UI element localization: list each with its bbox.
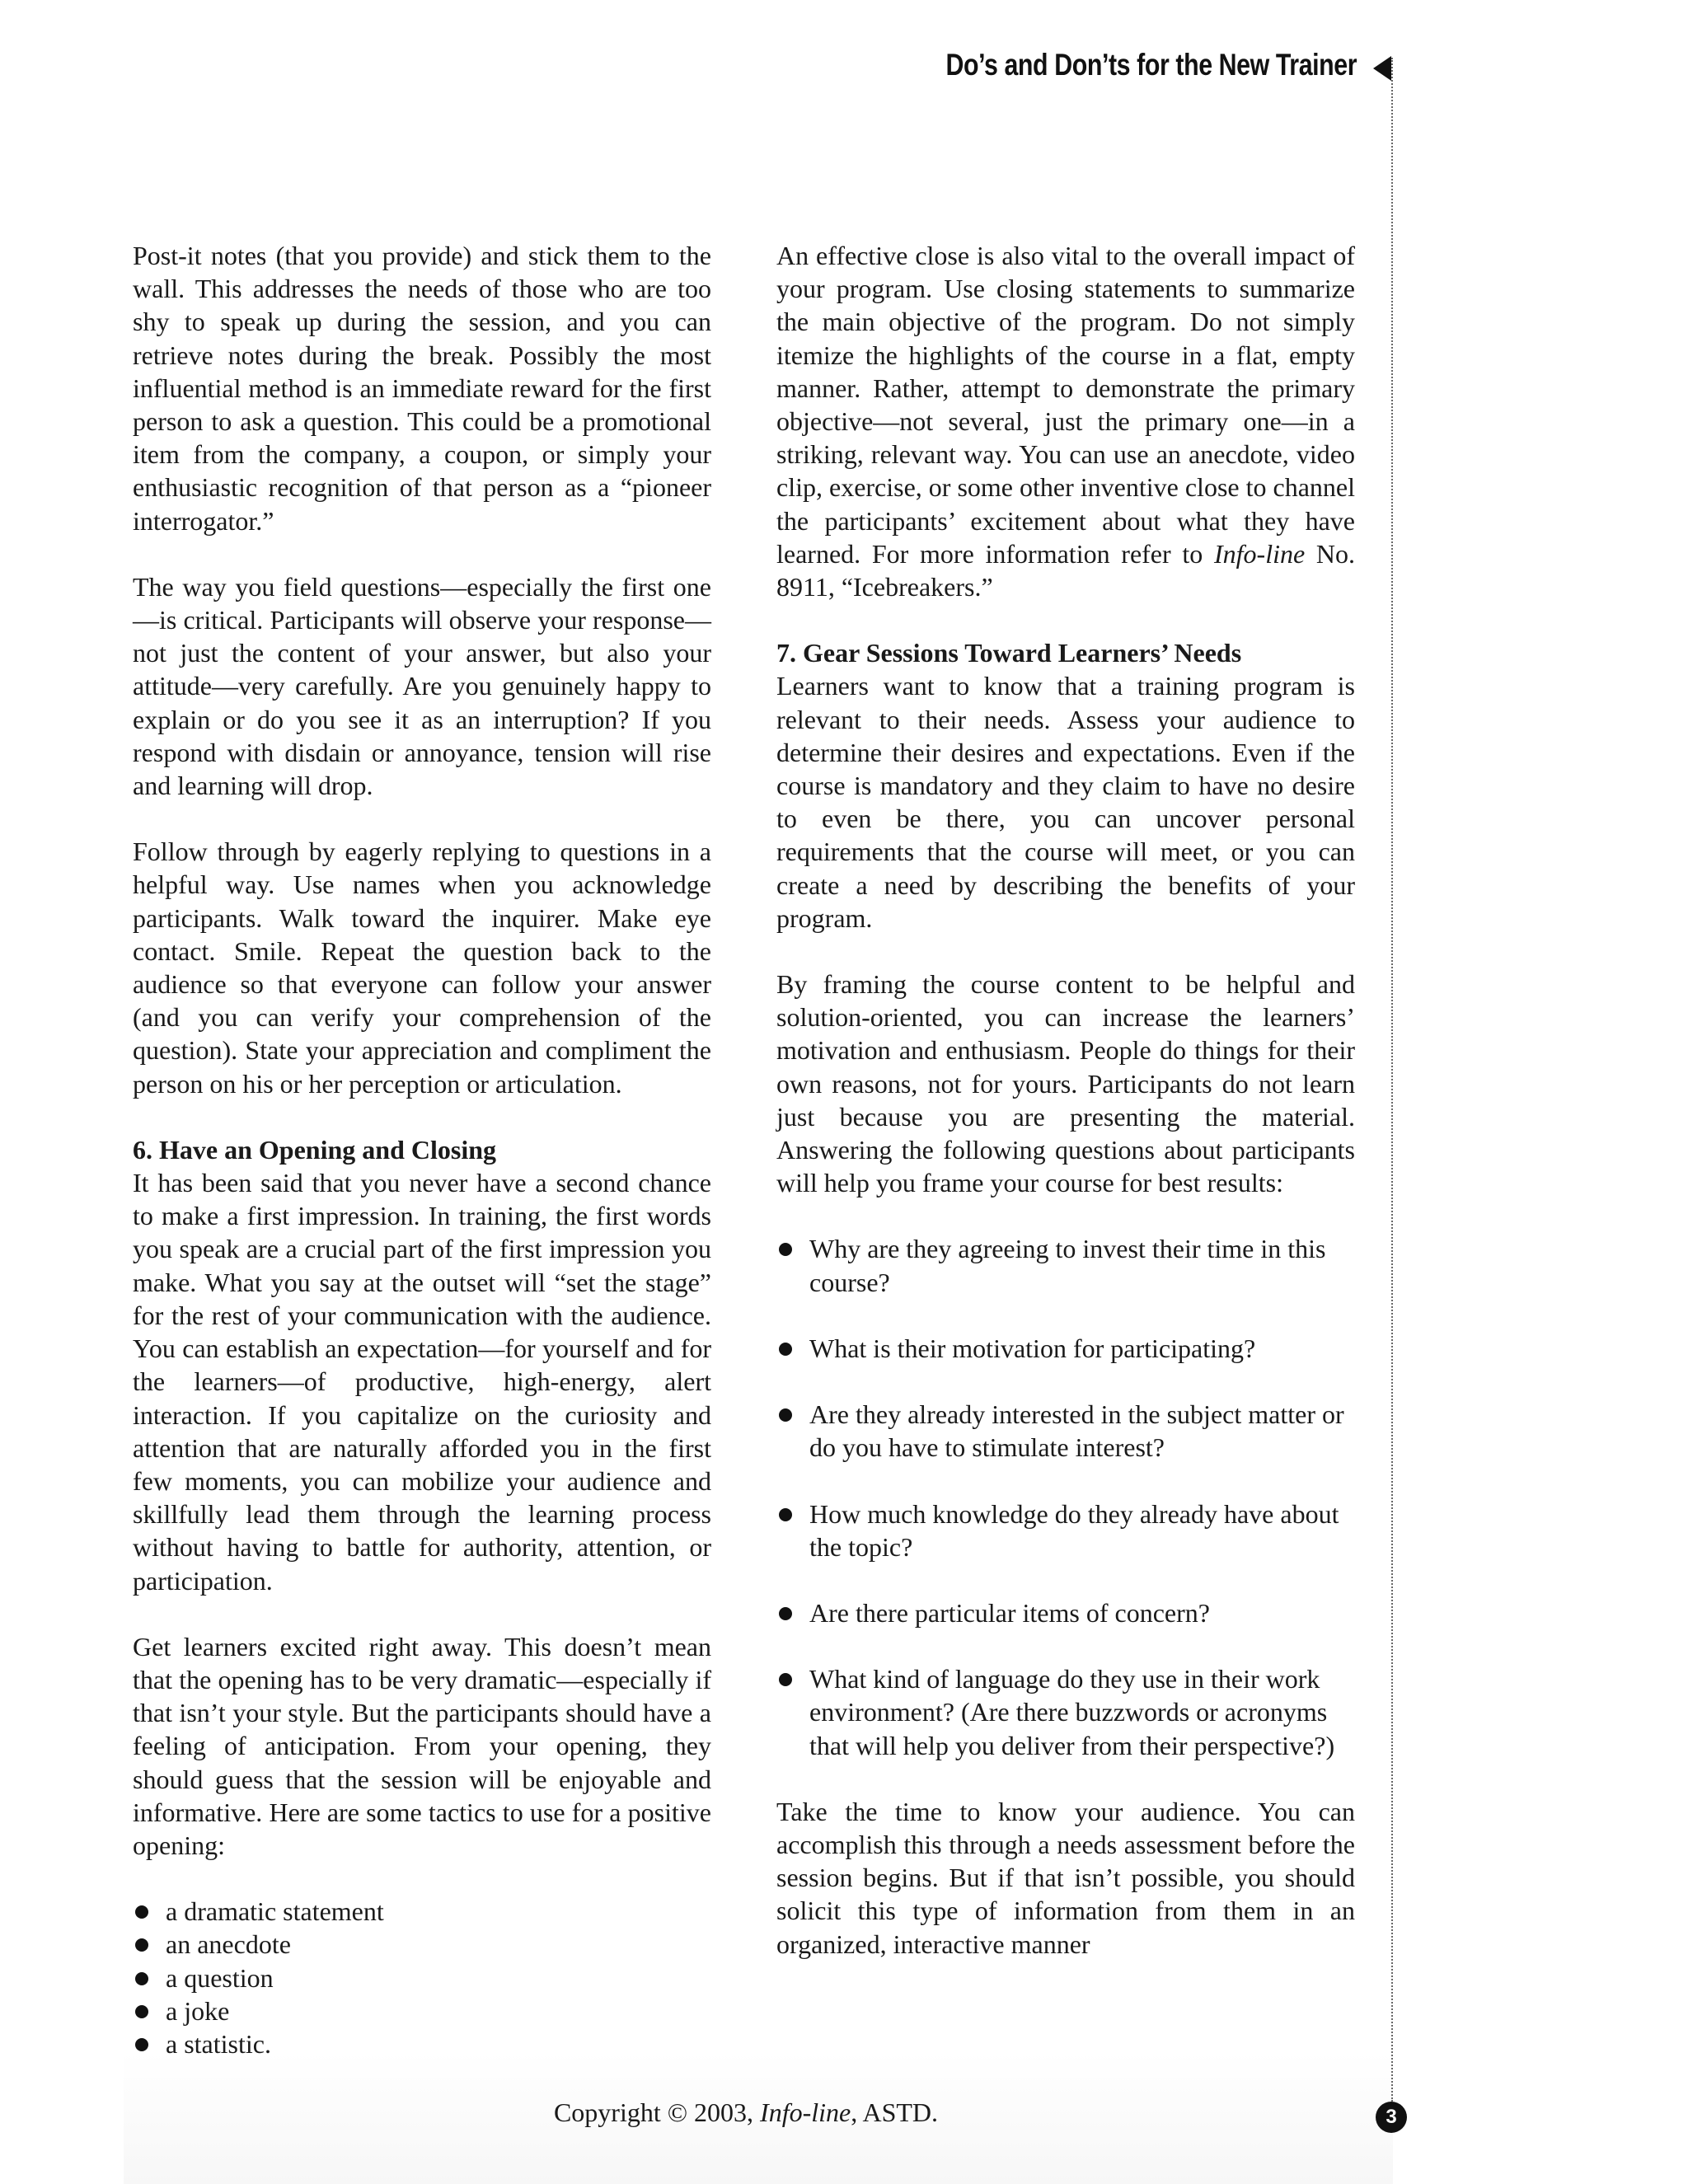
list-item: Are there particular items of concern? <box>776 1596 1355 1629</box>
list-item: What is their motivation for participating? <box>776 1332 1355 1365</box>
list-item: How much knowledge do they already have about the topic? <box>776 1497 1355 1563</box>
paragraph-learners-want: Learners want to know that a training program is relevant to their needs. Assess your audience to determine their desires and expectations. Even if the course is mandatory and they claim to have no desire to even be there, you can uncover personal requirements that the course will meet, or you can create a need by describing the benefits of your program. <box>776 671 1355 933</box>
page-number-badge: 3 <box>1376 2102 1407 2133</box>
list-item: Why are they agreeing to invest their time in this course? <box>776 1232 1355 1298</box>
list-item: a question <box>133 1961 711 1994</box>
section-heading-opening-closing: 6. Have an Opening and Closing <box>133 1134 496 1165</box>
list-item: a statistic. <box>133 2027 711 2060</box>
paragraph-follow-through: Follow through by eagerly replying to questions in a helpful way. Use names when you acknowledge participants. Walk toward the inquirer. Make eye contact. Smile. Repeat the question back to the audience so that everyone can follow your answer (and you can verify your comprehension of the question). State your appreciation and compliment the person on his or her perception or articulation. <box>133 837 711 1099</box>
list-item: a dramatic statement <box>133 1895 711 1928</box>
list-item: an anecdote <box>133 1928 711 1961</box>
paragraph-field-questions: The way you field questions—especially the first one—is critical. Participants will observe your response—not just the content of your answer, but also your attitude—very carefully. Are you genuinely happy to explain or do you see it as an interruption? If you respond with disdain or annoyance, tension will rise and learning will drop. <box>133 571 711 801</box>
paragraph-effective-close <box>776 239 1355 603</box>
paragraph-get-learners-excited: Get learners excited right away. This doesn’t mean that the opening has to be very dramatic—especially if that isn’t your style. But the participants should have a feeling of anticipation. From your opening, they should guess that the session will be enjoyable and informative. Here are some tactics to use for a positive opening: <box>133 1631 711 1860</box>
paragraph-text: An effective close is also vital to the overall impact of your program. Use closing statements to summarize the main objective of the program. Do not simply itemize the highlights of the course in a flat, empty manner. Rather, attempt to demonstrate the primary objective—not several, just the primary one—in a striking, relevant way. You can use an anecdote, video clip, exercise, or some other inventive close to channel the participants’ excitement about what they have learned. For more information refer to <box>776 241 1355 569</box>
list-item: What kind of language do they use in their work environment? (Are there buzzwords or acronyms that will help you deliver from their perspective?) <box>776 1662 1355 1762</box>
publication-name: Info-line <box>1214 538 1306 569</box>
margin-dotted-rule <box>1391 58 1393 2102</box>
paragraph-know-audience: Take the time to know your audience. You can accomplish this through a needs assessment before the session begins. But if that isn’t possible, you should solicit this type of information from them in an organized, interactive manner <box>776 1796 1355 1959</box>
section-heading-learners-needs: 7. Gear Sessions Toward Learners’ Needs <box>776 638 1242 668</box>
list-item: a joke <box>133 1994 711 2027</box>
list-item: Are they already interested in the subject matter or do you have to stimulate interest? <box>776 1398 1355 1464</box>
copyright-text: , ASTD. <box>851 2097 939 2127</box>
right-column <box>776 239 1355 1961</box>
copyright-footer <box>0 2097 1492 2128</box>
participant-questions-list <box>776 1232 1355 1761</box>
running-header-title: Do’s and Don’ts for the New Trainer <box>945 48 1357 82</box>
paragraph-first-impression: It has been said that you never have a second chance to make a first impression. In training, the first words you speak are a crucial part of the first impression you make. What you say at the outset will “set the stage” for the rest of your communication with the audience. You can establish an expectation—for yourself and for the learners—of productive, high-energy, alert interaction. If you capitalize on the curiosity and attention that are naturally afforded you in the first few moments, you can mobilize your audience and skillfully lead them through the learning process without having to battle for authority, attention, or participation. <box>133 1168 711 1596</box>
opening-tactics-list <box>133 1895 711 2060</box>
paragraph-postit-notes: Post-it notes (that you provide) and stick them to the wall. This addresses the needs of those who are too shy to speak up during the session, and you can retrieve notes during the break. Possibly the most influential method is an immediate reward for the first person to ask a question. This could be a promotional item from the company, a coupon, or simply your enthusiastic recognition of that person as a “pioneer interrogator.” <box>133 241 711 536</box>
paragraph-framing-content: By framing the course content to be helpful and solution-oriented, you can increase the learners’ motivation and enthusiasm. People do things for their own reasons, not for yours. Participants do not learn just because you are presenting the material. Answering the following questions about participants will help you frame your course for best results: <box>776 969 1355 1198</box>
copyright-text: Copyright © 2003, <box>553 2097 761 2127</box>
left-column <box>133 239 711 2093</box>
publication-name: Info-line <box>760 2097 851 2127</box>
paragraph-text: No. 8911, “Icebreakers.” <box>776 538 1356 602</box>
header-arrow-icon <box>1373 56 1391 81</box>
